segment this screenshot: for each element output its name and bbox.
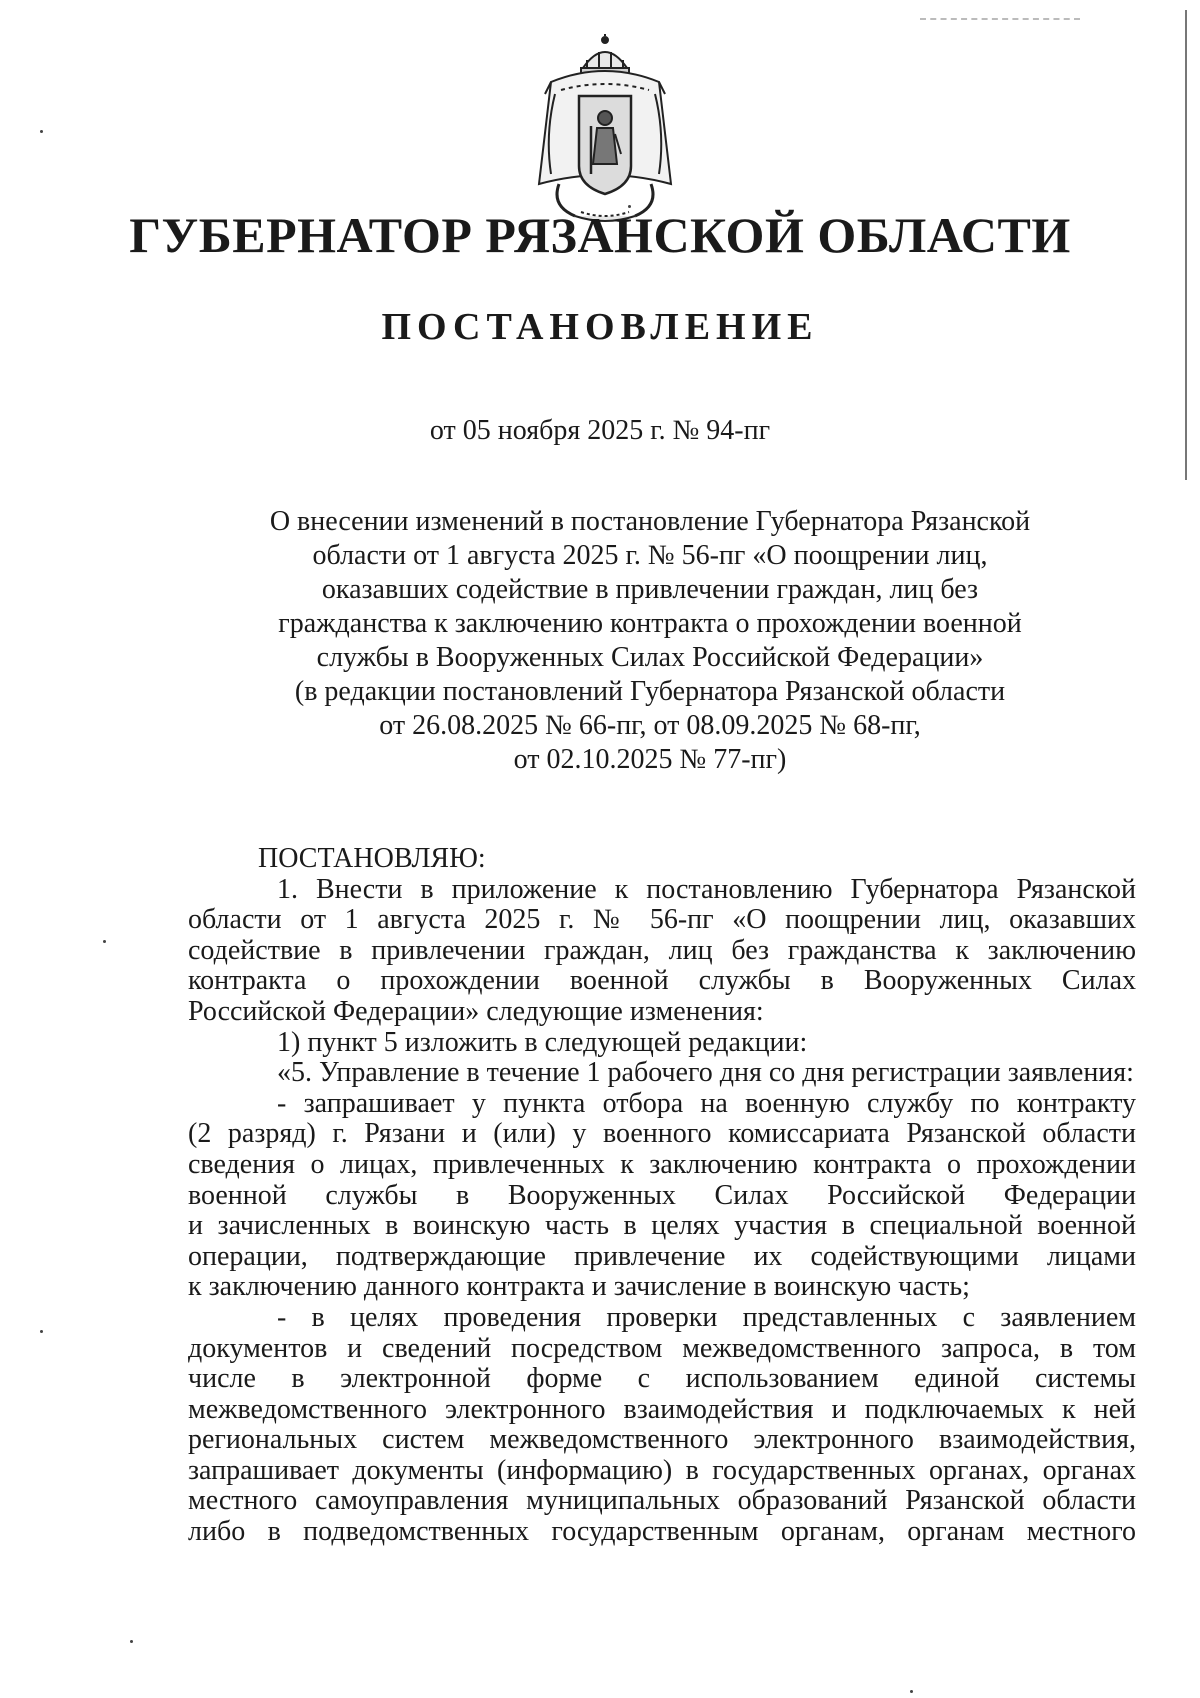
scan-edge-line xyxy=(1185,10,1187,480)
body-line: запрашивает документы (информацию) в государственных органах, органах xyxy=(188,1454,1136,1486)
document-body xyxy=(188,844,1136,1548)
body-line: региональных систем межведомственного электронного взаимодействия, xyxy=(188,1424,1136,1456)
body-line: области от 1 августа 2025 г. № 56-пг «О поощрении лиц, оказавших xyxy=(188,904,1136,936)
body-line: 1. Внести в приложение к постановлению Губернатора Рязанской xyxy=(277,873,1136,905)
body-line: военной службы в Вооруженных Силах Российской Федерации xyxy=(188,1179,1136,1211)
subject-line: О внесении изменений в постановление Губернатора Рязанской xyxy=(269,506,1031,537)
decree-lead: ПОСТАНОВЛЯЮ: xyxy=(258,843,486,874)
organization-title: ГУБЕРНАТОР РЯЗАНСКОЙ ОБЛАСТИ xyxy=(129,207,1071,263)
document-date-number: от 05 ноября 2025 г. № 94-пг xyxy=(429,415,771,446)
body-line: - в целях проведения проверки представленных с заявлением xyxy=(277,1301,1136,1333)
body-line: либо в подведомственных государственным органам, органам местного xyxy=(188,1516,1136,1548)
body-line: документов и сведений посредством межведомственного запроса, в том xyxy=(188,1332,1136,1364)
scan-speck xyxy=(40,1330,43,1333)
body-line: к заключению данного контракта и зачисление в воинскую часть; xyxy=(188,1271,970,1303)
body-line: (2 разряд) г. Рязани и (или) у военного комиссариата Рязанской области xyxy=(188,1118,1136,1150)
subject-line: области от 1 августа 2025 г. № 56-пг «О поощрении лиц, xyxy=(312,540,988,571)
body-line: «5. Управление в течение 1 рабочего дня со дня регистрации заявления: xyxy=(277,1057,1134,1089)
subject-line: гражданства к заключению контракта о прохождении военной xyxy=(278,608,1022,639)
body-line: - запрашивает у пункта отбора на военную службу по контракту xyxy=(277,1087,1136,1119)
scan-speck xyxy=(103,940,106,943)
body-line: содействие в привлечении граждан, лиц без гражданства к заключению xyxy=(188,934,1136,966)
body-line: межведомственного электронного взаимодействия и подключаемых к ней xyxy=(188,1393,1136,1425)
document-subject xyxy=(255,505,1045,777)
body-line: и зачисленных в воинскую часть в целях участия в специальной военной xyxy=(188,1210,1136,1242)
subject-line: от 26.08.2025 № 66-пг, от 08.09.2025 № 68-пг, xyxy=(379,710,921,741)
scan-speck xyxy=(130,1640,133,1643)
scan-speck xyxy=(910,1690,913,1693)
subject-line: от 02.10.2025 № 77-пг) xyxy=(513,744,787,775)
body-line: 1) пункт 5 изложить в следующей редакции: xyxy=(277,1026,808,1058)
body-line: числе в электронной форме с использованием единой системы xyxy=(188,1363,1136,1395)
body-line: сведения о лицах, привлеченных к заключению контракта о прохождении xyxy=(188,1148,1136,1180)
subject-line: (в редакции постановлений Губернатора Рязанской области xyxy=(294,676,1006,707)
subject-line: службы в Вооруженных Силах Российской Федерации» xyxy=(316,642,984,673)
body-line: Российской Федерации» следующие изменения: xyxy=(188,995,764,1027)
body-line: контракта о прохождении военной службы в Вооруженных Силах xyxy=(188,965,1136,997)
scan-edge-dashes xyxy=(920,18,1080,20)
scan-speck xyxy=(40,130,43,133)
body-line: операции, подтверждающие привлечение их содействующими лицами xyxy=(188,1240,1136,1272)
coat-of-arms-icon xyxy=(521,34,689,224)
body-line: местного самоуправления муниципальных образований Рязанской области xyxy=(188,1485,1136,1517)
document-type-title: ПОСТАНОВЛЕНИЕ xyxy=(381,306,819,348)
subject-line: оказавших содействие в привлечении граждан, лиц без xyxy=(321,574,979,605)
